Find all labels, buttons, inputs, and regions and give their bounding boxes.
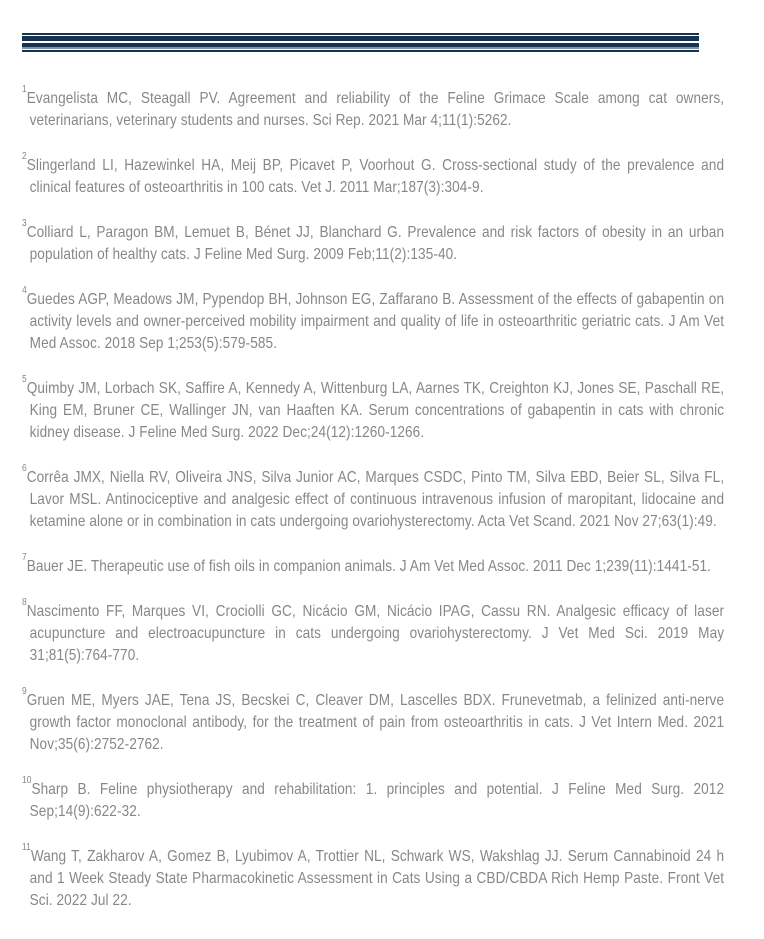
top-divider: [22, 33, 699, 52]
divider-stripe-thick: [22, 36, 699, 41]
reference-item-11: [22, 841, 725, 912]
reference-item-6: [22, 462, 725, 533]
reference-item-5: [22, 373, 725, 444]
reference-item-7: [22, 551, 724, 578]
reference-item-9: [22, 685, 725, 756]
reference-item-1: [22, 83, 725, 132]
reference-number: 7: [22, 551, 27, 563]
reference-list: [22, 83, 725, 912]
reference-text: Slingerland LI, Hazewinkel HA, Meij BP, Picavet P, Voorhout G. Cross-sectional study of the prevalence and clinical features of osteoarthritis in 100 cats. Vet J. 2011 Mar;187(3):304-9.: [26, 157, 725, 196]
reference-item-10: [22, 774, 725, 823]
reference-text: Wang T, Zakharov A, Gomez B, Lyubimov A, Trottier NL, Schwark WS, Wakshlag JJ. Serum Cannabinoid 24 h and 1 Week Steady State Pharmacokinetic Assessment in Cats Using a CBD/CBDA Rich Hemp Paste. Front Vet Sci. 2022 Jul 22.: [29, 848, 725, 909]
reference-text: Gruen ME, Myers JAE, Tena JS, Becskei C, Cleaver DM, Lascelles BDX. Frunevetmab, a felinized anti-nerve growth factor monoclonal antibody, for the treatment of pain from osteoarthritis in cats. J Vet Intern Med. 2021 Nov;35(6):2752-2762.: [26, 692, 725, 753]
divider-stripe-light: [22, 47, 699, 49]
reference-number: 11: [22, 841, 31, 853]
reference-text: Guedes AGP, Meadows JM, Pypendop BH, Johnson EG, Zaffarano B. Assessment of the effects of gabapentin on activity levels and owner-perceived mobility impairment and quality of life in osteoarthritic geriatric cats. J Am Vet Med Assoc. 2018 Sep 1;253(5):579-585.: [26, 291, 725, 352]
reference-text: Sharp B. Feline physiotherapy and rehabilitation: 1. principles and potential. J Feline Med Surg. 2012 Sep;14(9):622-32.: [29, 781, 725, 820]
reference-text: Corrêa JMX, Niella RV, Oliveira JNS, Silva Junior AC, Marques CSDC, Pinto TM, Silva EBD, Beier SL, Silva FL, Lavor MSL. Antinociceptive and analgesic effect of continuous intravenous infusion of maropitant, lidocaine and ketamine alone or in combination in cats undergoing ovariohysterectomy. Acta Vet Scand. 2021 Nov 27;63(1):49.: [26, 469, 725, 530]
reference-number: 4: [22, 284, 27, 296]
reference-number: 5: [22, 373, 27, 385]
reference-number: 3: [22, 217, 27, 229]
reference-text: Bauer JE. Therapeutic use of fish oils in companion animals. J Am Vet Med Assoc. 2011 Dec 1;239(11):1441-51.: [26, 558, 712, 575]
reference-number: 2: [22, 150, 27, 162]
reference-number: 6: [22, 462, 27, 474]
reference-number: 1: [22, 83, 27, 95]
reference-item-3: [22, 217, 725, 266]
reference-item-2: [22, 150, 725, 199]
reference-text: Evangelista MC, Steagall PV. Agreement and reliability of the Feline Grimace Scale among cat owners, veterinarians, veterinary students and nurses. Sci Rep. 2021 Mar 4;11(1):5262.: [26, 90, 725, 129]
reference-number: 8: [22, 596, 27, 608]
reference-item-8: [22, 596, 725, 667]
divider-stripe-thin-top: [22, 33, 699, 35]
reference-item-4: [22, 284, 725, 355]
reference-text: Colliard L, Paragon BM, Lemuet B, Bénet JJ, Blanchard G. Prevalence and risk factors of obesity in an urban population of healthy cats. J Feline Med Surg. 2009 Feb;11(2):135-40.: [26, 224, 725, 263]
reference-text: Nascimento FF, Marques VI, Crociolli GC, Nicácio GM, Nicácio IPAG, Cassu RN. Analgesic efficacy of laser acupuncture and electroacupuncture in cats undergoing ovariohysterectomy. J Vet Med Sci. 2019 May 31;81(5):764-770.: [26, 603, 725, 664]
reference-number: 9: [22, 685, 27, 697]
divider-stripe-thin-bottom: [22, 50, 699, 52]
reference-text: Quimby JM, Lorbach SK, Saffire A, Kennedy A, Wittenburg LA, Aarnes TK, Creighton KJ, Jones SE, Paschall RE, King EM, Bruner CE, Wallinger JN, van Haaften KA. Serum concentrations of gabapentin in cats with chronic kidney disease. J Feline Med Surg. 2022 Dec;24(12):1260-1266.: [26, 380, 725, 441]
reference-number: 10: [22, 774, 32, 786]
